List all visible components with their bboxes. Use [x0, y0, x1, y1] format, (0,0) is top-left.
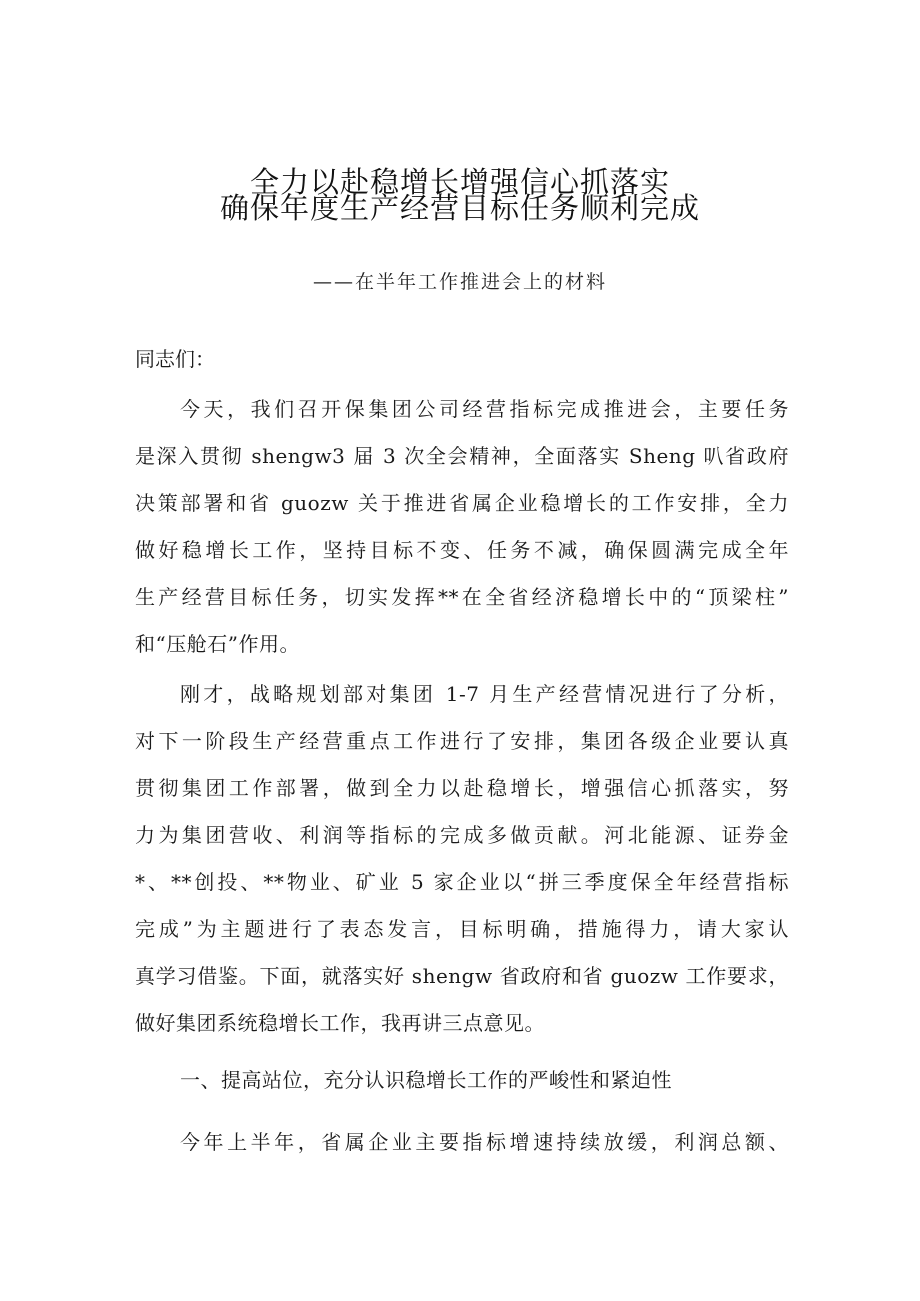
subtitle: ——在半年工作推进会上的材料	[312, 271, 607, 293]
para2-line: 对下一阶段生产经营重点工作进行了安排，集团各级企业要认真	[135, 729, 789, 753]
para2-line: 刚才，战略规划部对集团 1-7 月生产经营情况进行了分析，	[180, 682, 789, 706]
title-line-2: 确保年度生产经营目标任务顺利完成	[219, 191, 700, 225]
para2-line: 力为集团营收、利润等指标的完成多做贡献。河北能源、证券金	[135, 823, 789, 847]
para2-line: 贯彻集团工作部署，做到全力以赴稳增长，增强信心抓落实，努	[135, 776, 789, 800]
para1-line: 是深入贯彻 shengw3 届 3 次全会精神，全面落实 Sheng 叭省政府	[135, 444, 789, 468]
para1-line: 做好稳增长工作，坚持目标不变、任务不减，确保圆满完成全年	[135, 538, 789, 562]
para2-line: *、**创投、**物业、矿业 5 家企业以“拼三季度保全年经营指标	[135, 870, 789, 894]
para2-line: 完成”为主题进行了表态发言，目标明确，措施得力，请大家认	[135, 917, 789, 941]
para1-line: 决策部署和省 guozw 关于推进省属企业稳增长的工作安排，全力	[135, 491, 789, 515]
title-line-1: 全力以赴稳增长增强信心抓落实	[249, 165, 670, 199]
para1-line: 今天，我们召开保集团公司经营指标完成推进会，主要任务	[180, 397, 789, 421]
section-heading-1: 一、提高站位，充分认识稳增长工作的严峻性和紧迫性	[180, 1068, 672, 1092]
para1-line: 和“压舱石”作用。	[135, 632, 300, 656]
para3-line: 今年上半年，省属企业主要指标增速持续放缓，利润总额、	[180, 1130, 789, 1154]
salutation: 同志们：	[135, 347, 215, 371]
para1-line: 生产经营目标任务，切实发挥**在全省经济稳增长中的“顶梁柱”	[135, 585, 789, 609]
para2-line: 做好集团系统稳增长工作，我再讲三点意见。	[135, 1011, 545, 1035]
para2-line: 真学习借鉴。下面，就落实好 shengw 省政府和省 guozw 工作要求，	[135, 964, 789, 988]
